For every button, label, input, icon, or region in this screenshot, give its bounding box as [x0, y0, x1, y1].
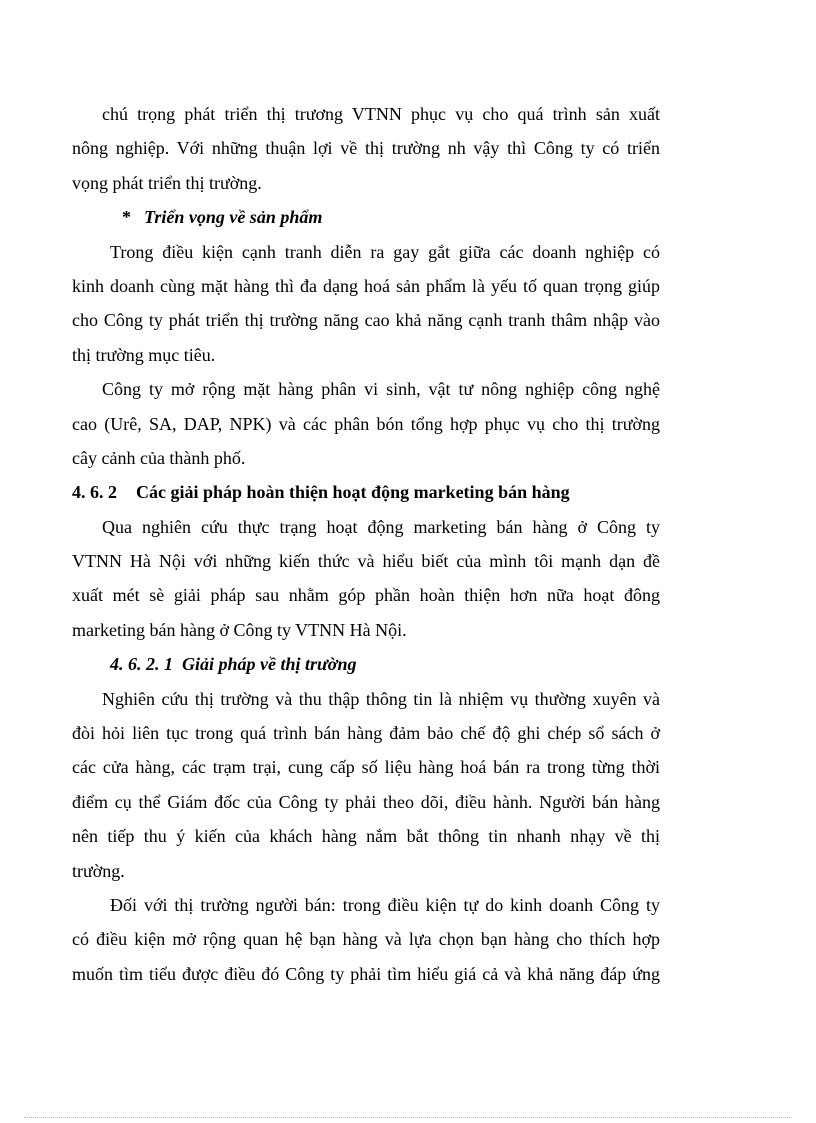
paragraph-line: cao (Urê, SA, DAP, NPK) và các phân bón tổng hợp phục vụ cho thị trường [72, 413, 660, 434]
paragraph-line: các cửa hàng, các trạm trại, cung cấp số liệu hàng hoá bán ra trong từng thời [72, 757, 660, 778]
paragraph-line: Trong điều kiện cạnh tranh diễn ra gay gắt giữa các doanh nghiệp có [110, 241, 660, 262]
paragraph-line: nông nghiệp. Với những thuận lợi về thị trường nh vậy thì Công ty có triển [72, 138, 660, 159]
paragraph-line: có điều kiện mở rộng quan hệ bạn hàng và lựa chọn bạn hàng cho thích hợp [72, 929, 660, 950]
paragraph-line: vọng phát triển thị trường. [72, 172, 262, 193]
paragraph-line: nên tiếp thu ý kiến của khách hàng nắm bắt thông tin nhanh nhạy về thị [72, 826, 660, 847]
paragraph-line: cho Công ty phát triển thị trường năng cao khả năng cạnh tranh thâm nhập vào [72, 310, 660, 331]
section-title: Các giải pháp hoàn thiện hoạt động marketing bán hàng [136, 482, 570, 503]
paragraph-line: Đối với thị trường người bán: trong điều kiện tự do kinh doanh Công ty [110, 894, 660, 915]
subsection-number: 4. 6. 2. 1 [110, 654, 173, 675]
page-bottom-rule [24, 1117, 792, 1118]
paragraph-line: muốn tìm tiểu được điều đó Công ty phải tìm hiểu giá cả và khả năng đáp ứng [72, 963, 660, 984]
paragraph-line: Nghiên cứu thị trường và thu thập thông tin là nhiệm vụ thường xuyên và [102, 688, 660, 709]
paragraph-line: cây cảnh của thành phố. [72, 447, 246, 468]
paragraph-line: đòi hỏi liên tục trong quá trình bán hàng đảm bảo chế độ ghi chép sổ sách ở [72, 723, 660, 744]
paragraph-line: Qua nghiên cứu thực trạng hoạt động marketing bán hàng ở Công ty [102, 516, 660, 537]
paragraph-line: chú trọng phát triển thị trương VTNN phục vụ cho quá trình sản xuất [102, 104, 660, 124]
paragraph-line: Công ty mở rộng mặt hàng phân vi sinh, vật tư nông nghiệp công nghệ [102, 379, 660, 400]
paragraph-line: kinh doanh cùng mặt hàng thì đa dạng hoá sản phẩm là yếu tố quan trọng giúp [72, 275, 660, 296]
paragraph-line: điểm cụ thể Giám đốc của Công ty phải theo dõi, điều hành. Người bán hàng [72, 791, 660, 812]
subsection-title: Giải pháp về thị trường [182, 654, 357, 675]
subsection-heading [72, 647, 660, 681]
paragraph-line: trường. [72, 860, 125, 881]
section-number: 4. 6. 2 [72, 482, 117, 503]
bullet-heading [72, 200, 660, 234]
paragraph-line: thị trường mục tiêu. [72, 344, 216, 365]
bullet-marker: * [122, 207, 131, 228]
paragraph-line: VTNN Hà Nội với những kiến thức và hiểu biết của mình tôi mạnh dạn đề [72, 551, 660, 572]
paragraph-line: xuất mét sè giải pháp sau nhằm góp phần hoàn thiện hơn nữa hoạt đông [72, 585, 660, 606]
paragraph-line: marketing bán hàng ở Công ty VTNN Hà Nội. [72, 619, 407, 640]
section-heading [72, 475, 660, 509]
body-text [72, 97, 660, 991]
bullet-heading-text: Triển vọng về sản phẩm [144, 207, 323, 228]
